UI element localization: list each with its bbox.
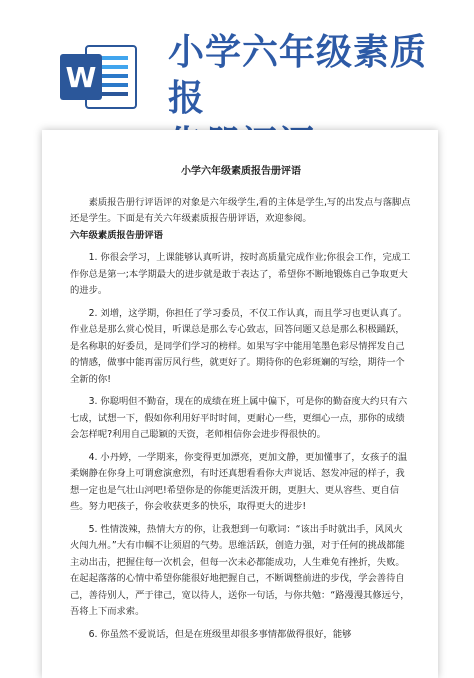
document-title: 小学六年级素质报告册评语 — [181, 166, 301, 177]
comment-paragraph-4: 4. 小丹婷，一学期来，你变得更加漂亮，更加文静，更加懂事了，女孩子的温柔娴静在你身上可谓愈演愈烈，有时还真想看看你大声说话、怒发冲冠的样子，我想一定也是气壮山河吧!希望你是的你能更活泼开朗，更胆大、更从容些、更自信些。努力吧孩子，你会收获更多的快乐，取得更大的进步! — [70, 451, 408, 512]
headline-line-1: 小学六年级素质报 — [168, 32, 428, 119]
word-document-icon — [56, 40, 140, 114]
word-icon-letter: W — [65, 61, 97, 94]
comment-paragraph-5: 5. 性情泼辣，热情大方的你，让我想到一句歌词：“该出手时就出手，风风火火闯九州。”大有巾帼不让须眉的气势。思维活跃，创造力强，对于任何的挑战都能主动出击，把握住每一次机会，但每一次未必都能成功，人生难免有挫折，失败。在起起落落的心情中希望你能很好地把握自己，不断调整前进的步伐，学会善待自己，善待别人，严于律己，宽以待人，送你一句话，与你共勉：“路漫漫其修远兮，吾将上下而求索。 — [70, 523, 410, 617]
comment-paragraph-3: 3. 你聪明但不勤奋，现在的成绩在班上属中偏下，可是你的勤奋度大约只有六七成，试想一下，假如你利用好平时时间，更耐心一些，更细心一点，那你的成绩会怎样呢?利用自己聪颖的天资，老师相信你会进步得很快的。 — [70, 396, 408, 440]
comment-paragraph-1: 1. 你很会学习，上课能够认真听讲，按时高质量完成作业;你很会工作，完成工作你总是第一;本学期最大的进步就是敢于表达了，希望你不断地锻炼自己争取更大的进步。 — [70, 252, 411, 296]
comment-paragraph-2: 2. 刘增，这学期，你担任了学习委员，不仅工作认真，而且学习也更认真了。作业总是那么赏心悦目，听课总是那么专心致志，回答问题又总是那么积极踊跃，是名称职的好委员，是同学们学习的榜样。如果写字中能用笔墨色彩尽情挥发自己的情感，做事中能再雷厉风行些，就更好了。期待你的色彩斑斓的写绘，期待一个全新的你! — [70, 307, 408, 385]
intro-paragraph: 素质报告册行评语评的对象是六年级学生,看的主体是学生,写的出发点与落脚点还是学生。下面是有关六年级素质报告册评语，欢迎参阅。 — [70, 196, 411, 224]
comment-paragraph-6: 6. 你虽然不爱说话，但是在班级里却很多事情都做得很好，能够 — [88, 628, 352, 640]
section-subheading: 六年级素质报告册评语 — [70, 229, 163, 241]
document-body — [70, 164, 412, 643]
document-page — [42, 130, 438, 678]
